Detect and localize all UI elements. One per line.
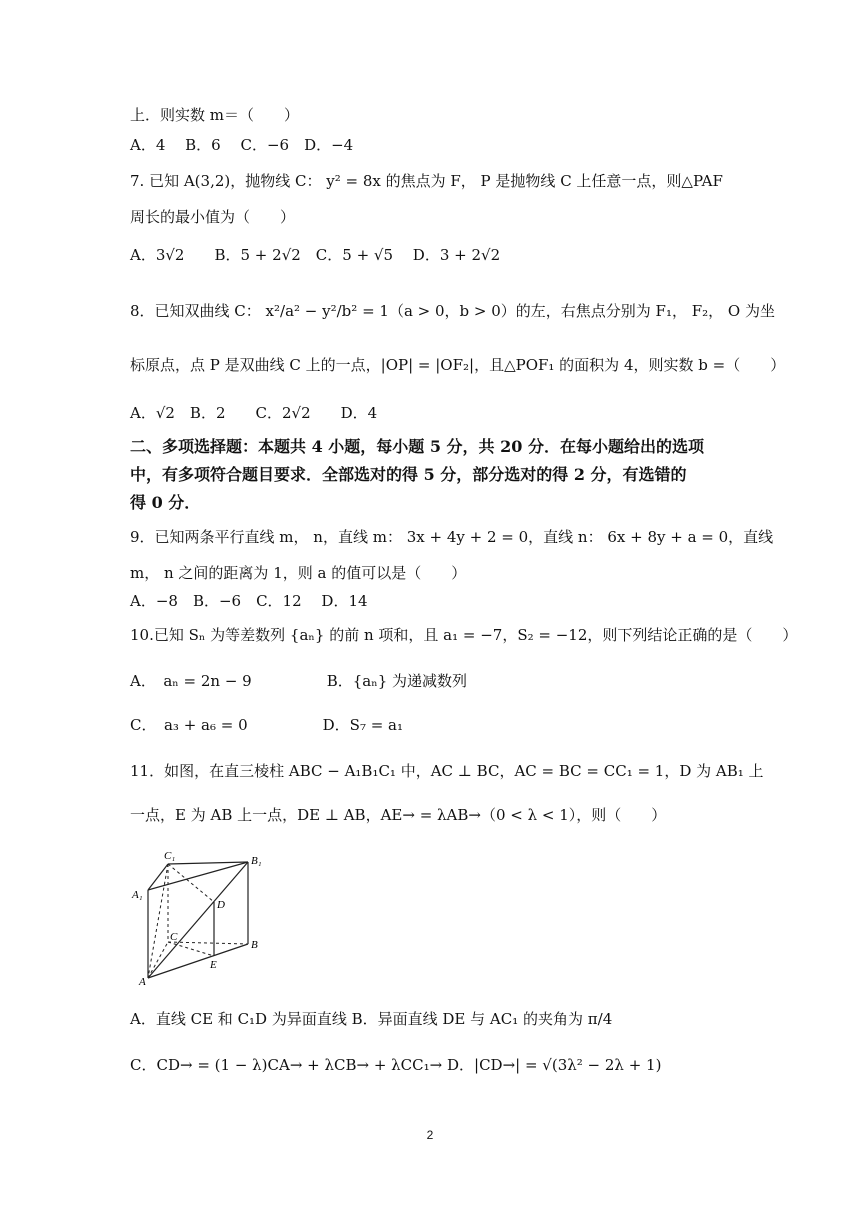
q11-options-cd: C．CD→ = (1 − λ)CA→ + λCB→ + λCC₁→ D．|CD→| = √(3λ² − 2λ + 1) xyxy=(130,1056,662,1074)
q9-stem: 9．已知两条平行直线 m， n，直线 m： 3x + 4y + 2 = 0，直线 n： 6x + 8y + a = 0，直线 xyxy=(130,528,774,546)
label-b: B xyxy=(251,939,258,951)
label-b1: B₁ xyxy=(251,855,262,867)
q6-tail: 上．则实数 m＝（ ） xyxy=(130,106,299,124)
prism-figure xyxy=(130,848,270,988)
q8-options: A．√2 B．2 C．2√2 D．4 xyxy=(130,404,378,422)
q8-stem-cont: 标原点，点 P 是双曲线 C 上的一点，|OP| = |OF₂|，且△POF₁ 的面积为 4，则实数 b =（ ） xyxy=(130,356,786,374)
q7-stem: 7. 已知 A(3,2)，抛物线 C： y² = 8x 的焦点为 F， P 是抛物线 C 上任意一点，则△PAF xyxy=(130,172,723,190)
label-e: E xyxy=(210,959,217,971)
q9-stem-cont: m， n 之间的距离为 1，则 a 的值可以是（ ） xyxy=(130,564,467,582)
q11-options-ab: A．直线 CE 和 C₁D 为异面直线 B．异面直线 DE 与 AC₁ 的夹角为 π/4 xyxy=(130,1010,613,1028)
q6-options: A．4 B．6 C．−6 D．−4 xyxy=(130,136,354,154)
label-c: C xyxy=(170,931,178,943)
q10-options-cd: C． a₃ + a₆ = 0 D．S₇ = a₁ xyxy=(130,716,404,734)
label-d: D xyxy=(217,899,225,911)
section2-heading-line3: 得 0 分． xyxy=(130,493,201,512)
q7-options: A．3√2 B．5 + 2√2 C．5 + √5 D．3 + 2√2 xyxy=(130,246,501,264)
q8-stem: 8．已知双曲线 C： x²/a² − y²/b² = 1（a > 0，b > 0）的左，右焦点分别为 F₁， F₂， O 为坐 xyxy=(130,302,776,320)
q11-stem-cont: 一点，E 为 AB 上一点，DE ⊥ AB，AE→ = λAB→（0 < λ < 1），则（ ） xyxy=(130,806,667,824)
q10-stem: 10.已知 Sₙ 为等差数列 {aₙ} 的前 n 项和，且 a₁ = −7，S₂ = −12，则下列结论正确的是（ ） xyxy=(130,626,798,644)
label-c1: C₁ xyxy=(164,850,176,862)
q9-options: A．−8 B．−6 C．12 D．14 xyxy=(130,592,368,610)
q7-stem-cont: 周长的最小值为（ ） xyxy=(130,208,296,226)
section2-heading-line2: 中，有多项符合题目要求．全部选对的得 5 分，部分选对的得 2 分，有选错的 xyxy=(130,465,687,484)
section2-heading-line1: 二、多项选择题：本题共 4 小题，每小题 5 分，共 20 分．在每小题给出的选项 xyxy=(130,437,704,456)
label-a: A xyxy=(139,976,146,988)
q11-stem: 11．如图，在直三棱柱 ABC − A₁B₁C₁ 中，AC ⊥ BC，AC = BC = CC₁ = 1，D 为 AB₁ 上 xyxy=(130,762,764,780)
page-number: 2 xyxy=(426,1128,434,1142)
q10-options-ab: A． aₙ = 2n − 9 B．{aₙ} 为递减数列 xyxy=(130,672,468,690)
label-a1: A₁ xyxy=(132,889,143,901)
